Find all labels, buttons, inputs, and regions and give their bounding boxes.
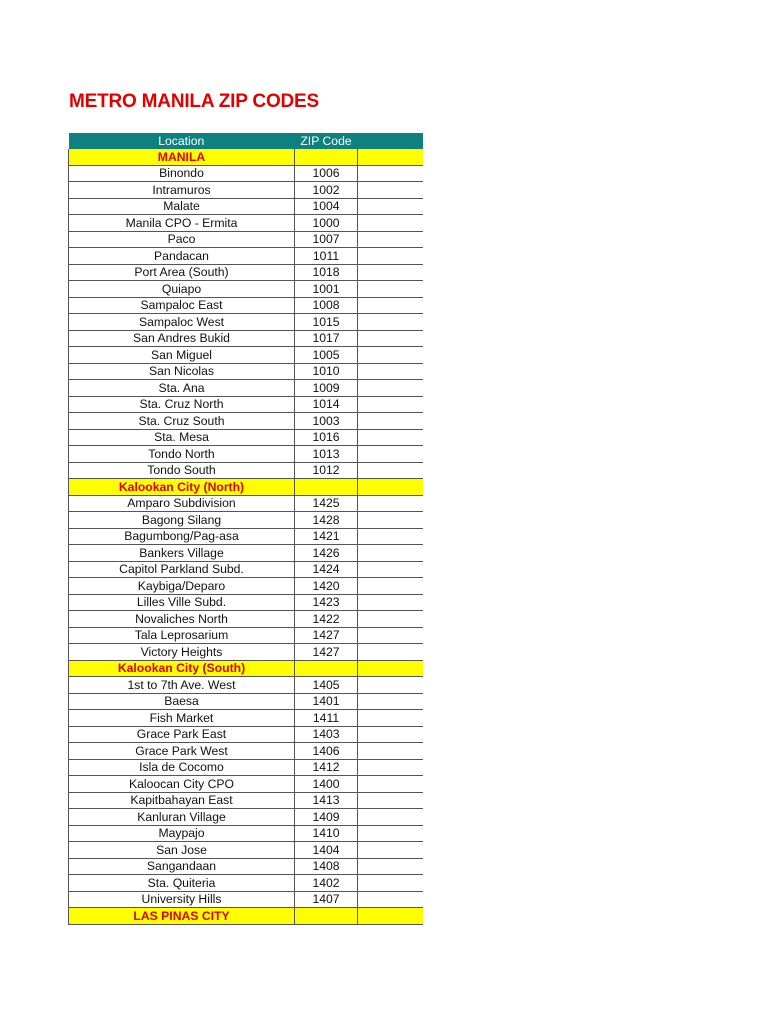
- zip-code-cell: 1427: [295, 627, 358, 644]
- location-cell: San Nicolas: [69, 363, 295, 380]
- zip-code-cell: 1014: [295, 396, 358, 413]
- blank-cell: [358, 611, 423, 628]
- table-row: [69, 809, 423, 826]
- blank-cell: [358, 231, 423, 248]
- blank-cell: [358, 858, 423, 875]
- blank-cell: [358, 792, 423, 809]
- location-cell: Baesa: [69, 693, 295, 710]
- location-cell: Sta. Quiteria: [69, 875, 295, 892]
- table-row: [69, 297, 423, 314]
- table-row: [69, 248, 423, 265]
- section-name-cell: Kalookan City (South): [69, 660, 295, 677]
- blank-cell: [358, 429, 423, 446]
- blank-cell: [358, 182, 423, 199]
- blank-cell: [358, 578, 423, 595]
- blank-column-header: [358, 133, 423, 149]
- table-row: [69, 495, 423, 512]
- blank-cell: [358, 198, 423, 215]
- section-header-row: [69, 149, 423, 165]
- location-column-header: Location: [69, 133, 295, 149]
- zip-code-cell: 1426: [295, 545, 358, 562]
- zip-code-cell: 1401: [295, 693, 358, 710]
- zip-code-cell: 1009: [295, 380, 358, 397]
- zip-code-cell: 1408: [295, 858, 358, 875]
- zip-code-cell: 1006: [295, 165, 358, 182]
- location-cell: Fish Market: [69, 710, 295, 727]
- table-row: [69, 891, 423, 908]
- table-row: [69, 578, 423, 595]
- table-row: [69, 330, 423, 347]
- table-row: [69, 743, 423, 760]
- location-cell: Bagumbong/Pag-asa: [69, 528, 295, 545]
- location-cell: Kaloocan City CPO: [69, 776, 295, 793]
- blank-cell: [358, 149, 423, 165]
- zip-code-cell: 1410: [295, 825, 358, 842]
- location-cell: Capitol Parkland Subd.: [69, 561, 295, 578]
- location-cell: Novaliches North: [69, 611, 295, 628]
- table-row: [69, 561, 423, 578]
- location-cell: Lilles Ville Subd.: [69, 594, 295, 611]
- blank-cell: [358, 281, 423, 298]
- zip-code-cell: 1424: [295, 561, 358, 578]
- location-cell: University Hills: [69, 891, 295, 908]
- location-cell: San Miguel: [69, 347, 295, 364]
- blank-cell: [358, 627, 423, 644]
- zip-code-cell: 1413: [295, 792, 358, 809]
- table-row: [69, 858, 423, 875]
- location-cell: Sta. Cruz North: [69, 396, 295, 413]
- zip-code-cell: 1005: [295, 347, 358, 364]
- blank-cell: [358, 512, 423, 529]
- location-cell: Kapitbahayan East: [69, 792, 295, 809]
- blank-cell: [358, 561, 423, 578]
- zip-code-cell: 1016: [295, 429, 358, 446]
- blank-cell: [358, 264, 423, 281]
- table-row: [69, 776, 423, 793]
- table-row: [69, 165, 423, 182]
- blank-cell: [358, 446, 423, 463]
- zip-code-cell: 1411: [295, 710, 358, 727]
- location-cell: 1st to 7th Ave. West: [69, 677, 295, 694]
- zip-code-cell: 1428: [295, 512, 358, 529]
- zip-code-cell: 1003: [295, 413, 358, 430]
- zip-code-cell: 1007: [295, 231, 358, 248]
- location-cell: Quiapo: [69, 281, 295, 298]
- blank-cell: [358, 743, 423, 760]
- table-row: [69, 182, 423, 199]
- table-row: [69, 875, 423, 892]
- zip-code-table: [68, 133, 423, 925]
- zip-code-cell: 1427: [295, 644, 358, 661]
- blank-cell: [358, 165, 423, 182]
- zip-code-cell: 1004: [295, 198, 358, 215]
- table-row: [69, 627, 423, 644]
- table-row: [69, 710, 423, 727]
- location-cell: Intramuros: [69, 182, 295, 199]
- blank-cell: [358, 677, 423, 694]
- blank-cell: [358, 215, 423, 232]
- zip-code-cell: 1008: [295, 297, 358, 314]
- location-cell: Kanluran Village: [69, 809, 295, 826]
- section-header-row: [69, 479, 423, 496]
- blank-cell: [358, 528, 423, 545]
- zip-code-cell: 1404: [295, 842, 358, 859]
- blank-cell: [358, 825, 423, 842]
- table-row: [69, 677, 423, 694]
- blank-cell: [358, 479, 423, 496]
- zip-code-cell: 1015: [295, 314, 358, 331]
- blank-cell: [358, 248, 423, 265]
- blank-cell: [358, 495, 423, 512]
- zip-code-cell: 1407: [295, 891, 358, 908]
- blank-cell: [358, 297, 423, 314]
- zip-code-cell: 1018: [295, 264, 358, 281]
- location-cell: Sta. Ana: [69, 380, 295, 397]
- location-cell: Manila CPO - Ermita: [69, 215, 295, 232]
- table-row: [69, 611, 423, 628]
- zip-code-cell: 1421: [295, 528, 358, 545]
- zip-code-cell: 1002: [295, 182, 358, 199]
- location-cell: Sta. Mesa: [69, 429, 295, 446]
- table-body: [69, 149, 423, 924]
- blank-cell: [358, 776, 423, 793]
- location-cell: Maypajo: [69, 825, 295, 842]
- zip-code-cell: 1412: [295, 759, 358, 776]
- blank-cell: [358, 660, 423, 677]
- blank-cell: [358, 759, 423, 776]
- section-name-cell: MANILA: [69, 149, 295, 165]
- section-name-cell: LAS PINAS CITY: [69, 908, 295, 925]
- table-row: [69, 281, 423, 298]
- table-row: [69, 198, 423, 215]
- blank-cell: [358, 891, 423, 908]
- zip-code-cell: 1010: [295, 363, 358, 380]
- location-cell: Grace Park East: [69, 726, 295, 743]
- blank-cell: [358, 380, 423, 397]
- location-cell: Tondo North: [69, 446, 295, 463]
- location-cell: Sangandaan: [69, 858, 295, 875]
- blank-cell: [358, 462, 423, 479]
- table-row: [69, 314, 423, 331]
- zip-code-cell: 1406: [295, 743, 358, 760]
- table-row: [69, 825, 423, 842]
- table-row: [69, 264, 423, 281]
- blank-cell: [358, 710, 423, 727]
- blank-cell: [358, 809, 423, 826]
- section-header-row: [69, 908, 423, 925]
- zip-code-cell: 1001: [295, 281, 358, 298]
- blank-cell: [358, 363, 423, 380]
- blank-cell: [358, 413, 423, 430]
- table-row: [69, 528, 423, 545]
- blank-cell: [358, 644, 423, 661]
- table-row: [69, 231, 423, 248]
- location-cell: Bagong Silang: [69, 512, 295, 529]
- blank-cell: [358, 545, 423, 562]
- table-row: [69, 512, 423, 529]
- zip-code-cell: 1425: [295, 495, 358, 512]
- location-cell: Sampaloc West: [69, 314, 295, 331]
- table-row: [69, 347, 423, 364]
- location-cell: Malate: [69, 198, 295, 215]
- zip-code-cell: 1012: [295, 462, 358, 479]
- zip-code-cell: 1000: [295, 215, 358, 232]
- zip-code-cell: 1422: [295, 611, 358, 628]
- table-row: [69, 396, 423, 413]
- blank-cell: [358, 842, 423, 859]
- table-row: [69, 842, 423, 859]
- table-row: [69, 644, 423, 661]
- table-row: [69, 446, 423, 463]
- blank-cell: [358, 396, 423, 413]
- zip-code-cell: [295, 149, 358, 165]
- location-cell: Kaybiga/Deparo: [69, 578, 295, 595]
- table-row: [69, 726, 423, 743]
- location-cell: Pandacan: [69, 248, 295, 265]
- zip-code-cell: 1013: [295, 446, 358, 463]
- table-row: [69, 380, 423, 397]
- location-cell: Tondo South: [69, 462, 295, 479]
- zip-code-cell: 1402: [295, 875, 358, 892]
- location-cell: Sta. Cruz South: [69, 413, 295, 430]
- location-cell: Paco: [69, 231, 295, 248]
- table-row: [69, 594, 423, 611]
- table-row: [69, 792, 423, 809]
- location-cell: Victory Heights: [69, 644, 295, 661]
- location-cell: Bankers Village: [69, 545, 295, 562]
- location-cell: San Andres Bukid: [69, 330, 295, 347]
- blank-cell: [358, 330, 423, 347]
- location-cell: Grace Park West: [69, 743, 295, 760]
- location-cell: Binondo: [69, 165, 295, 182]
- zip-code-cell: 1011: [295, 248, 358, 265]
- location-cell: Port Area (South): [69, 264, 295, 281]
- blank-cell: [358, 594, 423, 611]
- zip-code-cell: [295, 660, 358, 677]
- zip-code-cell: 1409: [295, 809, 358, 826]
- location-cell: Isla de Cocomo: [69, 759, 295, 776]
- zip-code-cell: 1403: [295, 726, 358, 743]
- table-row: [69, 693, 423, 710]
- blank-cell: [358, 875, 423, 892]
- section-header-row: [69, 660, 423, 677]
- page-title: METRO MANILA ZIP CODES: [69, 91, 319, 112]
- blank-cell: [358, 693, 423, 710]
- location-cell: Sampaloc East: [69, 297, 295, 314]
- table-row: [69, 363, 423, 380]
- location-cell: Amparo Subdivision: [69, 495, 295, 512]
- zip-code-column-header: ZIP Code: [295, 133, 358, 149]
- blank-cell: [358, 726, 423, 743]
- table-row: [69, 462, 423, 479]
- table-header-row: [69, 133, 423, 149]
- zip-code-cell: 1423: [295, 594, 358, 611]
- table-row: [69, 429, 423, 446]
- zip-code-cell: [295, 479, 358, 496]
- location-cell: San Jose: [69, 842, 295, 859]
- blank-cell: [358, 314, 423, 331]
- table-row: [69, 759, 423, 776]
- zip-code-cell: 1400: [295, 776, 358, 793]
- zip-code-cell: [295, 908, 358, 925]
- location-cell: Tala Leprosarium: [69, 627, 295, 644]
- zip-code-cell: 1405: [295, 677, 358, 694]
- zip-code-cell: 1017: [295, 330, 358, 347]
- blank-cell: [358, 347, 423, 364]
- section-name-cell: Kalookan City (North): [69, 479, 295, 496]
- table-row: [69, 215, 423, 232]
- table-row: [69, 413, 423, 430]
- blank-cell: [358, 908, 423, 925]
- table-row: [69, 545, 423, 562]
- zip-code-cell: 1420: [295, 578, 358, 595]
